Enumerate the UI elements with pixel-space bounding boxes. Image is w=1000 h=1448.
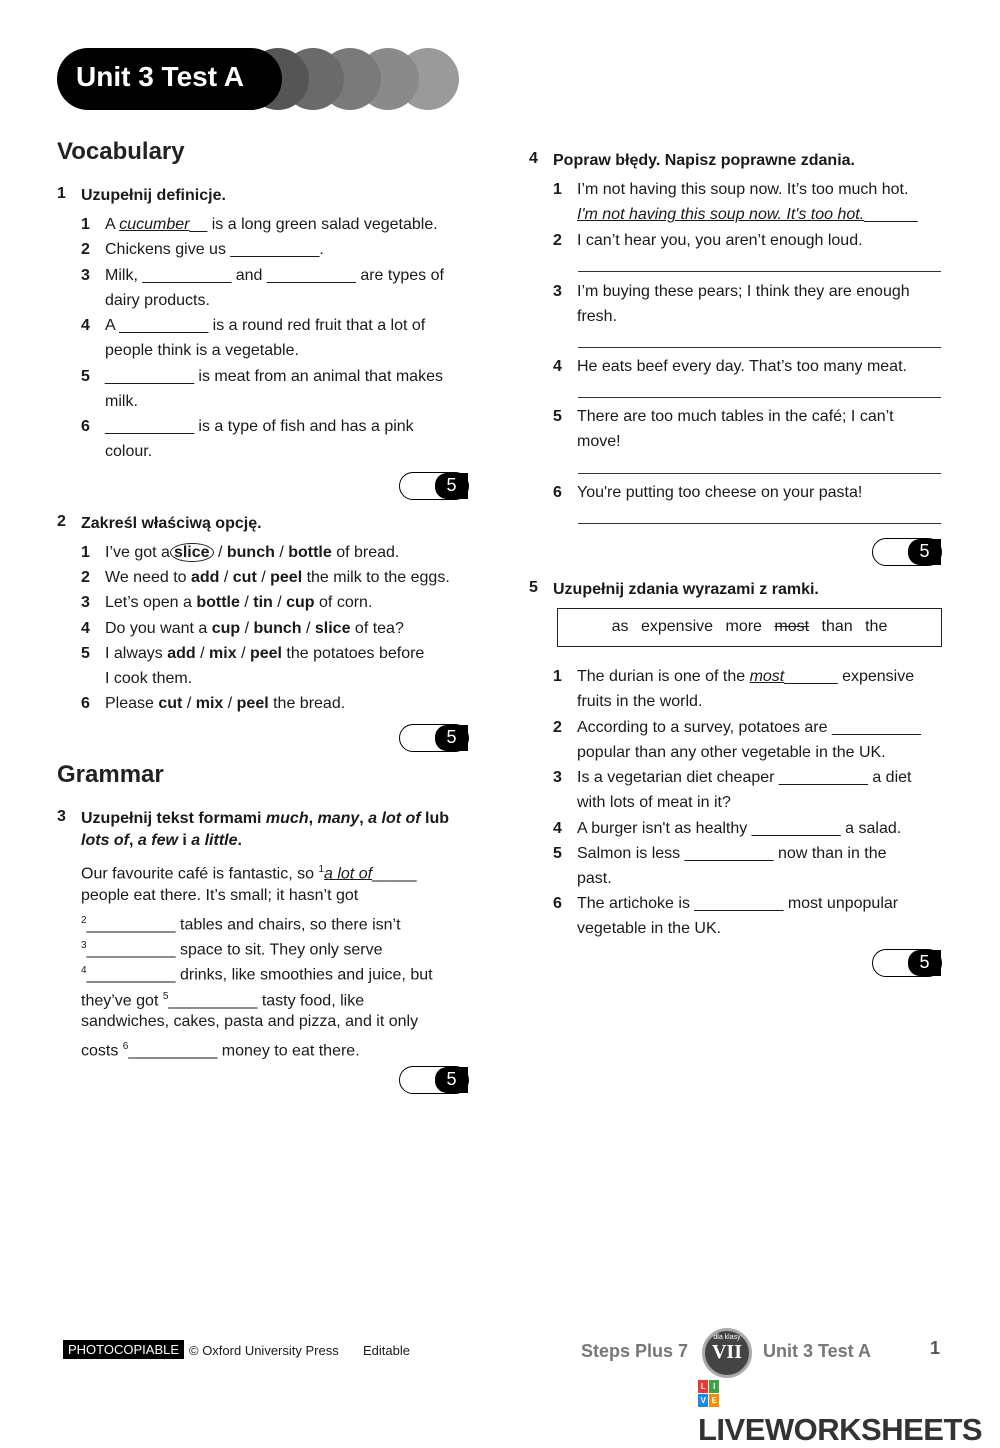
ex1-item[interactable]: 2 Chickens give us __________.: [81, 241, 324, 258]
course-name: Steps Plus 7: [581, 1341, 689, 1361]
ex1-answer-example: cucumber: [119, 216, 190, 233]
ex2-item[interactable]: 5 I always add / mix / peel the potatoes before I cook them.: [81, 645, 425, 688]
ex3-line[interactable]: costs $^6$__________ money to eat there.: [81, 1041, 360, 1060]
score-box: 5: [399, 472, 469, 500]
option[interactable]: add: [190, 569, 220, 586]
ex3-line[interactable]: they’ve got $^5$__________ tasty food, like: [81, 991, 365, 1010]
option[interactable]: bottle: [196, 594, 240, 611]
page-number: 1: [930, 1338, 941, 1358]
ex1-item: 1 A cucumber__ is a long green salad vegetable.: [81, 216, 438, 233]
exercise-1-number: 1: [57, 185, 66, 202]
answer-line[interactable]: [578, 523, 941, 524]
ex4-answer-example: I'm not having this soup now. It's too hot.: [577, 206, 865, 224]
option[interactable]: tin: [253, 594, 273, 611]
ex4-item: 1 I’m not having this soup now. It’s too much hot. I'm not having this soup now. It's too hot.______: [553, 181, 918, 224]
ex5-item[interactable]: 6 The artichoke is __________ most unpopular vegetable in the UK.: [553, 895, 899, 938]
ex5-item[interactable]: 2 According to a survey, potatoes are __________ popular than any other vegetable in the UK.: [553, 719, 921, 762]
option[interactable]: cut: [158, 695, 183, 712]
exercise-4-title: Popraw błędy. Napisz poprawne zdania.: [553, 152, 855, 169]
liveworksheets-brand[interactable]: L I V E LIVEWORKSHEETS: [698, 1382, 983, 1447]
ex5-item[interactable]: 4 A burger isn't as healthy __________ a salad.: [553, 820, 902, 837]
option[interactable]: bunch: [253, 620, 302, 637]
word-box: as expensive more most than the: [557, 608, 942, 647]
ex1-item[interactable]: 3 Milk, __________ and __________ are types of dairy products.: [81, 267, 444, 310]
ex2-item[interactable]: 3 Let’s open a bottle / tin / cup of corn.: [81, 594, 373, 611]
ex3-line[interactable]: $^4$__________ drinks, like smoothies and juice, but: [81, 965, 433, 984]
ex5-item: 1 The durian is one of the most______ expensive fruits in the world.: [553, 668, 915, 711]
liveworksheets-logo-icon: L I V E: [698, 1380, 720, 1408]
exercise-2-title: Zakreśl właściwą opcję.: [81, 515, 262, 532]
ex4-item: 4 He eats beef every day. That’s too many meat.: [553, 358, 907, 375]
page-title: Unit 3 Test A: [76, 61, 245, 92]
option[interactable]: slice: [314, 620, 351, 637]
ex2-item[interactable]: 6 Please cut / mix / peel the bread.: [81, 695, 346, 712]
ex5-answer-example: most: [749, 668, 785, 685]
footer-unit: Unit 3 Test A: [763, 1341, 872, 1361]
score-box: 5: [399, 724, 469, 752]
option[interactable]: cup: [286, 594, 315, 611]
unit-banner: [57, 48, 459, 110]
option[interactable]: cup: [211, 620, 241, 637]
ex3-line: Our favourite café is fantastic, so $^1$a lot of_____: [81, 864, 417, 883]
option[interactable]: mix: [195, 695, 224, 712]
option[interactable]: peel: [236, 695, 269, 712]
ex2-item[interactable]: 2 We need to add / cut / peel the milk to the eggs.: [81, 569, 450, 586]
ex1-item[interactable]: 5 __________ is meat from an animal that makes milk.: [81, 368, 443, 411]
ex4-item: 2 I can’t hear you, you aren’t enough loud.: [553, 232, 863, 249]
ex3-line: sandwiches, cakes, pasta and pizza, and it only: [81, 1013, 419, 1030]
ex1-item[interactable]: 4 A __________ is a round red fruit that a lot of people think is a vegetable.: [81, 317, 426, 360]
photocopiable-label: PHOTOCOPIABLE: [63, 1340, 184, 1359]
exercise-1-title: Uzupełnij definicje.: [81, 187, 226, 204]
ex4-item: 3 I’m buying these pears; I think they are enough fresh.: [553, 283, 910, 326]
ex4-item: 6 You're putting too cheese on your pasta!: [553, 484, 863, 501]
ex2-circled-option: slice: [170, 543, 214, 562]
option[interactable]: peel: [270, 569, 303, 586]
option[interactable]: cut: [232, 569, 257, 586]
score-box: 5: [872, 538, 942, 566]
ex3-line[interactable]: $^2$__________ tables and chairs, so there isn’t: [81, 915, 401, 934]
ex3-line: people eat there. It’s small; it hasn’t got: [81, 887, 359, 904]
option[interactable]: mix: [209, 645, 237, 662]
ex2-item: 1 I’ve got a slice / bunch / bottle of bread.: [81, 544, 400, 561]
exercise-4-number: 4: [529, 150, 538, 167]
editable-label: Editable: [363, 1343, 410, 1358]
vocabulary-heading: Vocabulary: [57, 138, 185, 165]
copyright-text: © Oxford University Press: [189, 1343, 339, 1358]
exercise-3-number: 3: [57, 808, 66, 825]
answer-line[interactable]: [578, 271, 941, 272]
ex1-item[interactable]: 6 __________ is a type of fish and has a pink colour.: [81, 418, 414, 461]
option[interactable]: add: [167, 645, 196, 662]
answer-line[interactable]: [578, 397, 941, 398]
ex3-answer-example: a lot of: [324, 865, 373, 883]
answer-line[interactable]: [578, 347, 941, 348]
grammar-heading: Grammar: [57, 761, 164, 788]
exercise-3-title: Uzupełnij tekst formami much, many, a lot of lub lots of, a few i a little.: [81, 810, 450, 849]
ex2-item[interactable]: 4 Do you want a cup / bunch / slice of tea?: [81, 620, 404, 637]
exercise-5-number: 5: [529, 579, 538, 596]
answer-line[interactable]: [578, 473, 941, 474]
score-box: 5: [399, 1066, 469, 1094]
ex4-item: 5 There are too much tables in the café; I can’t move!: [553, 408, 894, 451]
class-badge-icon: dla klasy VII: [702, 1328, 752, 1378]
ex5-item[interactable]: 3 Is a vegetarian diet cheaper __________ a diet with lots of meat in it?: [553, 769, 912, 812]
ex3-line[interactable]: $^3$__________ space to sit. They only serve: [81, 940, 383, 959]
option[interactable]: peel: [249, 645, 282, 662]
score-box: 5: [872, 949, 942, 977]
ex5-item[interactable]: 5 Salmon is less __________ now than in the past.: [553, 845, 887, 888]
exercise-5-title: Uzupełnij zdania wyrazami z ramki.: [553, 581, 819, 598]
exercise-2-number: 2: [57, 513, 66, 530]
